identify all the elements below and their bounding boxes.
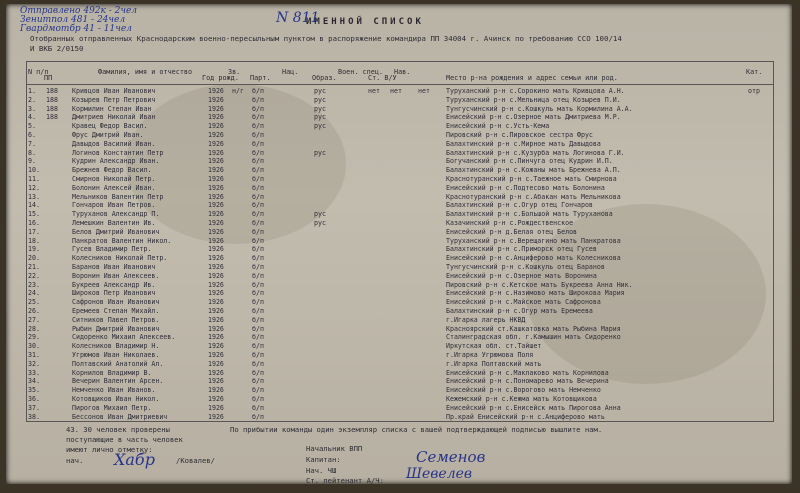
table-cell: 34. [28, 377, 40, 386]
footer-line4: нач. [66, 456, 84, 465]
table-cell: 1926 [208, 377, 224, 386]
table-cell: 1926 [208, 148, 224, 157]
table-cell: Енисейский р-н с.Назимово мать Широкова Мария [446, 289, 625, 298]
table-cell: б/п [252, 166, 264, 175]
table-cell: рус [314, 148, 326, 157]
table-cell: Туруханский р-н с.Мельница отец Козырев П.И. [446, 95, 621, 104]
table-cell: 28. [28, 324, 40, 333]
table-cell: 1926 [208, 210, 224, 219]
table-row [28, 272, 772, 281]
table-cell: 1926 [208, 87, 224, 95]
table-cell: 37. [28, 403, 40, 412]
table-cell: 32. [28, 359, 40, 368]
table-cell: Еремеев Степан Михайл. [72, 307, 160, 315]
table-cell: б/п [252, 307, 264, 315]
table-cell: 1926 [208, 368, 224, 377]
table-cell: 188 [46, 87, 58, 95]
table-cell: Балахтинский р-н с.Приморск отец Гусев [446, 245, 597, 254]
footer-line2: поступающие в часть человек [66, 435, 183, 444]
table-cell: нет [418, 87, 430, 95]
table-cell: Рыбин Дмитрий Иванович [72, 324, 160, 333]
footer-instruction: По прибытии команды один экземпляр списка с вашей подтверждающей подписью вышлите нам. [230, 425, 603, 434]
table-cell: рус [314, 104, 326, 113]
column-header: Парт. [250, 74, 271, 82]
table-cell: 1926 [208, 307, 224, 315]
table-cell: Енисейский р-н с.Озерное мать Воронина [446, 271, 597, 280]
table-row [28, 298, 772, 307]
table-cell: Фрус Дмитрий Иван. [72, 131, 144, 139]
table-cell: б/п [252, 254, 264, 263]
table-cell: 16. [28, 219, 40, 227]
table-cell: б/п [252, 333, 264, 342]
column-header: Нав. [394, 68, 411, 76]
table-cell: 4. [28, 113, 36, 122]
table-cell: 1926 [208, 351, 224, 359]
table-cell: Бессонов Иван Дмитриевич [72, 412, 168, 421]
document-page [6, 4, 792, 484]
column-header: Образ. [312, 74, 337, 82]
table-cell: 7. [28, 139, 36, 148]
table-cell: Болонин Алексей Иван. [72, 183, 156, 192]
table-row [28, 404, 772, 413]
table-cell: Пирогов Михаил Петр. [72, 403, 152, 412]
table-cell: б/п [252, 148, 264, 157]
table-cell: Краснотуранский р-н с.Таежное мать Смирнова [446, 175, 617, 183]
table-row [28, 395, 772, 404]
table-cell: б/п [252, 113, 264, 122]
table-row [28, 369, 772, 378]
table-border-top [26, 61, 774, 62]
deputy-signature: Шевелев [406, 466, 473, 482]
table-row [28, 254, 772, 263]
table-cell: Полтавский Анатолий Ал. [72, 359, 164, 368]
table-cell: 20. [28, 254, 40, 263]
column-header: ПП [44, 74, 53, 82]
table-cell: Пировский р-н с.Пировское сестра Фрус [446, 131, 593, 139]
table-border-left [26, 61, 27, 421]
table-cell: Кудрин Александр Иван. [72, 157, 160, 166]
table-cell: рус [314, 95, 326, 104]
archive-note-line: Отправлено 492к - 2чел [20, 6, 138, 16]
table-cell: б/п [252, 157, 264, 166]
table-cell: б/п [252, 377, 264, 386]
table-cell: 26. [28, 307, 40, 315]
table-cell: Вечерин Валентин Арсен. [72, 377, 164, 386]
table-cell: 1926 [208, 289, 224, 298]
table-cell: Енисейский р-н с.Маклаково мать Корнилова [446, 368, 609, 377]
table-cell: 1926 [208, 359, 224, 368]
table-row [28, 219, 772, 228]
table-row [28, 175, 772, 184]
table-cell: Угрюмов Иван Николаев. [72, 351, 160, 359]
table-cell: 1926 [208, 227, 224, 236]
table-cell: б/п [252, 183, 264, 192]
column-header: Ст. В/У [368, 74, 397, 82]
table-cell: 1926 [208, 95, 224, 104]
table-cell: Туруханский р-н с.Сорокино мать Кривцова А.Н. [446, 87, 625, 95]
table-cell: б/п [252, 263, 264, 271]
table-cell: 1926 [208, 166, 224, 175]
table-cell: 1926 [208, 412, 224, 421]
table-cell: 1926 [208, 342, 224, 351]
table-cell: Балахтинский р-н с.Мирное мать Давыдова [446, 139, 601, 148]
table-row [28, 149, 772, 158]
table-row [28, 201, 772, 210]
table-cell: 188 [46, 95, 58, 104]
table-cell: 15. [28, 210, 40, 219]
table-cell: Воронин Иван Алексеев. [72, 271, 160, 280]
table-cell: нет [390, 87, 402, 95]
table-cell: 6. [28, 131, 36, 139]
chief-label: Начальник ВПП [306, 444, 363, 453]
signature-left-name: /Ковалев/ [176, 456, 215, 465]
table-cell: Кормилин Степан Иван [72, 104, 152, 113]
table-row [28, 377, 772, 386]
table-cell: б/п [252, 245, 264, 254]
table-cell: Сафронов Иван Иванович [72, 298, 160, 307]
table-cell: 1926 [208, 315, 224, 324]
table-cell: Кежемский р-н с.Кежма мать Котовщикова [446, 395, 597, 403]
table-cell: 17. [28, 227, 40, 236]
table-cell: Сталинградская обл. г.Камышин мать Сидоренко [446, 333, 621, 342]
table-cell: 31. [28, 351, 40, 359]
table-cell: Немченко Иван Иванов. [72, 386, 156, 395]
table-cell: Смирнов Николай Петр. [72, 175, 156, 183]
table-cell: Балахтинский р-н с.Кузурба мать Логинова Г.И. [446, 148, 625, 157]
table-cell: 1926 [208, 263, 224, 271]
document-header: Отобранных отправленных Краснодарским военно-пересыльным пунктом в распоряжение командира ПП 34004 г. Ачинск по требованию ССО 100/14 [30, 34, 622, 43]
table-cell: 35. [28, 386, 40, 395]
table-cell: Букреев Александр Ив. [72, 280, 156, 289]
table-cell: 30. [28, 342, 40, 351]
table-row [28, 360, 772, 369]
table-cell: б/п [252, 236, 264, 245]
table-cell: 1926 [208, 201, 224, 210]
table-row [28, 157, 772, 166]
column-header: Фамилия, имя и отчество [98, 68, 193, 76]
table-cell: Сидоренко Михаил Алексеев. [72, 333, 176, 342]
table-cell: б/п [252, 95, 264, 104]
table-cell: 1926 [208, 139, 224, 148]
table-cell: Пировский р-н с.Кетское мать Букреева Анна Ник. [446, 280, 633, 289]
table-cell: 1926 [208, 254, 224, 263]
table-cell: 33. [28, 368, 40, 377]
table-cell: б/п [252, 324, 264, 333]
table-cell: 29. [28, 333, 40, 342]
table-cell: рус [314, 113, 326, 122]
table-cell: Лемешкин Валентин Ив. [72, 219, 156, 227]
table-cell: 11. [28, 175, 40, 183]
table-cell: 1926 [208, 395, 224, 403]
table-cell: рус [314, 87, 326, 95]
table-cell: г.Игарка Угрюмова Поля [446, 351, 534, 359]
table-cell: 1926 [208, 271, 224, 280]
table-row [28, 228, 772, 237]
table-cell: 3. [28, 104, 36, 113]
table-cell: рус [314, 219, 326, 227]
table-cell: 188 [46, 104, 58, 113]
column-header: Нац. [282, 68, 299, 76]
table-cell: Белов Дмитрий Иванович [72, 227, 160, 236]
table-cell: Краснотуранский р-н с.Абакан мать Мельникова [446, 192, 621, 201]
table-cell: Балахтинский р-н с.Большой мать Турухановa [446, 210, 613, 219]
column-header: Место р-на рождения и адрес семьи или род. [446, 74, 618, 82]
table-row [28, 166, 772, 175]
table-row [28, 342, 772, 351]
table-cell: б/п [252, 280, 264, 289]
table-cell: Тунгусчинский р-н с.Кошкуль мать Кормилина А.А. [446, 104, 633, 113]
table-cell: Гончаров Иван Петров. [72, 201, 156, 210]
table-cell: 14. [28, 201, 40, 210]
table-row [28, 413, 772, 422]
table-cell: 1926 [208, 403, 224, 412]
table-cell: 10. [28, 166, 40, 175]
captain-label: Капитан: [306, 455, 341, 464]
table-cell: Корнилов Владимир В. [72, 368, 152, 377]
table-cell: Балахтинский р-н с.Кожаны мать Брежнева А.П. [446, 166, 621, 175]
table-cell: Тунгусчинский р-н с.Кошкуль отец Баранов [446, 263, 605, 271]
table-cell: б/п [252, 219, 264, 227]
table-cell: Красноярский ст.Кашкатовка мать Рыбина Мария [446, 324, 621, 333]
table-cell: Енисейский р-н с.Подтесово мать Болонина [446, 183, 605, 192]
table-cell: б/п [252, 201, 264, 210]
table-cell: б/п [252, 359, 264, 368]
table-cell: 19. [28, 245, 40, 254]
table-row [28, 210, 772, 219]
footer-line1: 43. 30 человек проверены [66, 425, 170, 434]
table-cell: Логинов Константин Петр [72, 148, 164, 157]
table-cell: 1926 [208, 175, 224, 183]
archive-note-line: Гвардмотбр 41 - 11чел [20, 24, 132, 34]
table-row [28, 263, 772, 272]
table-cell: б/п [252, 227, 264, 236]
table-cell: б/п [252, 175, 264, 183]
table-cell: Колесников Николай Петр. [72, 254, 168, 263]
table-cell: Брежнев Федор Васил. [72, 166, 152, 175]
table-cell: 1. [28, 87, 36, 95]
table-cell: 22. [28, 271, 40, 280]
table-cell: Енисейский р-н д.Белая отец Белов [446, 227, 578, 236]
table-cell: Гусев Владимир Петр. [72, 245, 152, 254]
table-cell: 1926 [208, 219, 224, 227]
table-cell: 1926 [208, 104, 224, 113]
table-cell: Котовщиков Иван Никол. [72, 395, 160, 403]
table-cell: б/п [252, 342, 264, 351]
table-cell: Колесников Владимир Н. [72, 342, 160, 351]
section-label: Нач. ЧШ [306, 466, 337, 475]
table-cell: 1926 [208, 245, 224, 254]
table-cell: 13. [28, 192, 40, 201]
table-cell: 27. [28, 315, 40, 324]
table-cell: Кравец Федор Васил. [72, 122, 148, 131]
table-cell: б/п [252, 403, 264, 412]
table-cell: Туруханов Александр П. [72, 210, 160, 219]
column-header: Год рожд. [202, 74, 239, 82]
table-cell: 25. [28, 298, 40, 307]
table-cell: Енисейский р-н с.Пономарево мать Вечерина [446, 377, 609, 386]
table-cell: Давыдов Василий Иван. [72, 139, 156, 148]
table-cell: Мельников Валентин Петр [72, 192, 164, 201]
table-row [28, 281, 772, 290]
table-row [28, 237, 772, 246]
table-cell: Енисейский р-н с.Озерное мать Дмитриева М.Р. [446, 113, 621, 122]
table-cell: б/п [252, 122, 264, 131]
table-cell: Ситников Павел Петров. [72, 315, 160, 324]
table-cell: 1926 [208, 183, 224, 192]
table-row [28, 325, 772, 334]
table-cell: 1926 [208, 157, 224, 166]
table-cell: б/п [252, 87, 264, 95]
table-cell: 1926 [208, 236, 224, 245]
table-cell: 1926 [208, 113, 224, 122]
table-cell: 1926 [208, 386, 224, 395]
table-cell: 12. [28, 183, 40, 192]
table-cell: рус [314, 210, 326, 219]
table-cell: Балахтинский р-н с.Огур отец Гончаров [446, 201, 593, 210]
table-row [28, 131, 772, 140]
column-header: Кат. [746, 68, 763, 76]
table-border-right [773, 61, 774, 421]
table-cell: б/п [252, 271, 264, 280]
table-cell: б/п [252, 104, 264, 113]
table-row [28, 122, 772, 131]
table-cell: Баранов Иван Иванович [72, 263, 156, 271]
table-cell: 9. [28, 157, 36, 166]
column-header: Зв. [228, 68, 241, 76]
table-row [28, 386, 772, 395]
table-row [28, 307, 772, 316]
table-row [28, 96, 772, 105]
table-row [28, 184, 772, 193]
deputy-label: Ст. лейтенант А/Ч: [306, 476, 384, 484]
table-cell: 1926 [208, 298, 224, 307]
table-cell: 188 [46, 113, 58, 122]
table-cell: б/п [252, 289, 264, 298]
table-cell: Кривцов Иван Иванович [72, 87, 156, 95]
table-cell: 1926 [208, 122, 224, 131]
table-cell: Енисейский р-н с.Усть-Кема [446, 122, 550, 131]
archive-note-line: Зенитпол 481 - 24чел [20, 15, 126, 25]
table-row [28, 245, 772, 254]
column-header: N п/п [28, 68, 49, 76]
table-cell: 1926 [208, 280, 224, 289]
table-cell: б/п [252, 139, 264, 148]
table-cell: нет [368, 87, 380, 95]
table-cell: б/п [252, 210, 264, 219]
table-cell: 24. [28, 289, 40, 298]
table-cell: б/п [252, 386, 264, 395]
table-cell: Козырев Петр Петрович [72, 95, 156, 104]
table-cell: 23. [28, 280, 40, 289]
table-cell: Балахтинский р-н с.Огур мать Еремеева [446, 307, 593, 315]
table-cell: 1926 [208, 333, 224, 342]
table-row [28, 316, 772, 325]
table-cell: 1926 [208, 324, 224, 333]
table-cell: 36. [28, 395, 40, 403]
table-cell: 21. [28, 263, 40, 271]
table-cell: рус [314, 122, 326, 131]
table-cell: б/п [252, 315, 264, 324]
table-cell: г.Игарка Полтавский мать [446, 359, 542, 368]
table-cell: Богучанский р-н с.Пинчуга отец Кудрин И.П. [446, 157, 613, 166]
table-cell: Панкратов Валентин Никол. [72, 236, 172, 245]
table-cell: б/п [252, 298, 264, 307]
table-cell: отр [748, 87, 760, 95]
table-cell: б/п [252, 131, 264, 139]
table-cell: 1926 [208, 131, 224, 139]
document-header-line2: И ВКБ 2/0150 [30, 44, 84, 53]
table-row [28, 87, 772, 96]
table-row [28, 113, 772, 122]
archive-number: N 811 [276, 10, 320, 26]
table-cell: Туруханский р-н с.Верещагино мать Панкратова [446, 236, 621, 245]
table-cell: Широков Петр Иванович [72, 289, 156, 298]
table-cell: 2. [28, 95, 36, 104]
table-cell: г.Игарка лагерь НКВД [446, 315, 526, 324]
table-cell: Енисейский р-н с.Майское мать Сафронова [446, 298, 601, 307]
table-row [28, 105, 772, 114]
table-cell: 38. [28, 412, 40, 421]
column-header: Воен. спец. [338, 68, 384, 76]
table-cell: Иркутская обл. ст.Тайшет [446, 342, 542, 351]
table-cell: 18. [28, 236, 40, 245]
footer-line3: имеют лично отметку: [66, 445, 153, 454]
table-cell: Енисейский р-н с.Енисейск мать Пирогова Анна [446, 403, 621, 412]
table-cell: н/г [232, 87, 244, 95]
table-cell: 8. [28, 148, 36, 157]
table-cell: б/п [252, 368, 264, 377]
table-header-divider [26, 84, 774, 85]
table-cell: б/п [252, 412, 264, 421]
table-row [28, 140, 772, 149]
table-cell: б/п [252, 395, 264, 403]
table-cell: Пр.край Енисейский р-н с.Анциферово мать [446, 412, 605, 421]
chief-signature: Семенов [416, 448, 486, 466]
table-cell: 5. [28, 122, 36, 131]
table-row [28, 193, 772, 202]
table-cell: б/п [252, 351, 264, 359]
table-cell: 1926 [208, 192, 224, 201]
document-title: ИМЕННОЙ СПИСОК [306, 17, 424, 27]
table-cell: Дмитриев Николай Иван [72, 113, 156, 122]
table-cell: Казачинский р-н с.Рождественское [446, 219, 574, 227]
table-cell: Енисейский р-н с.Анциферово мать Колесникова [446, 254, 621, 263]
table-row [28, 351, 772, 360]
table-cell: Енисейский р-н с.Ворогово мать Немченко [446, 386, 601, 395]
table-cell: б/п [252, 192, 264, 201]
table-row [28, 289, 772, 298]
table-row [28, 333, 772, 342]
signature-left: Хабр [114, 450, 155, 469]
